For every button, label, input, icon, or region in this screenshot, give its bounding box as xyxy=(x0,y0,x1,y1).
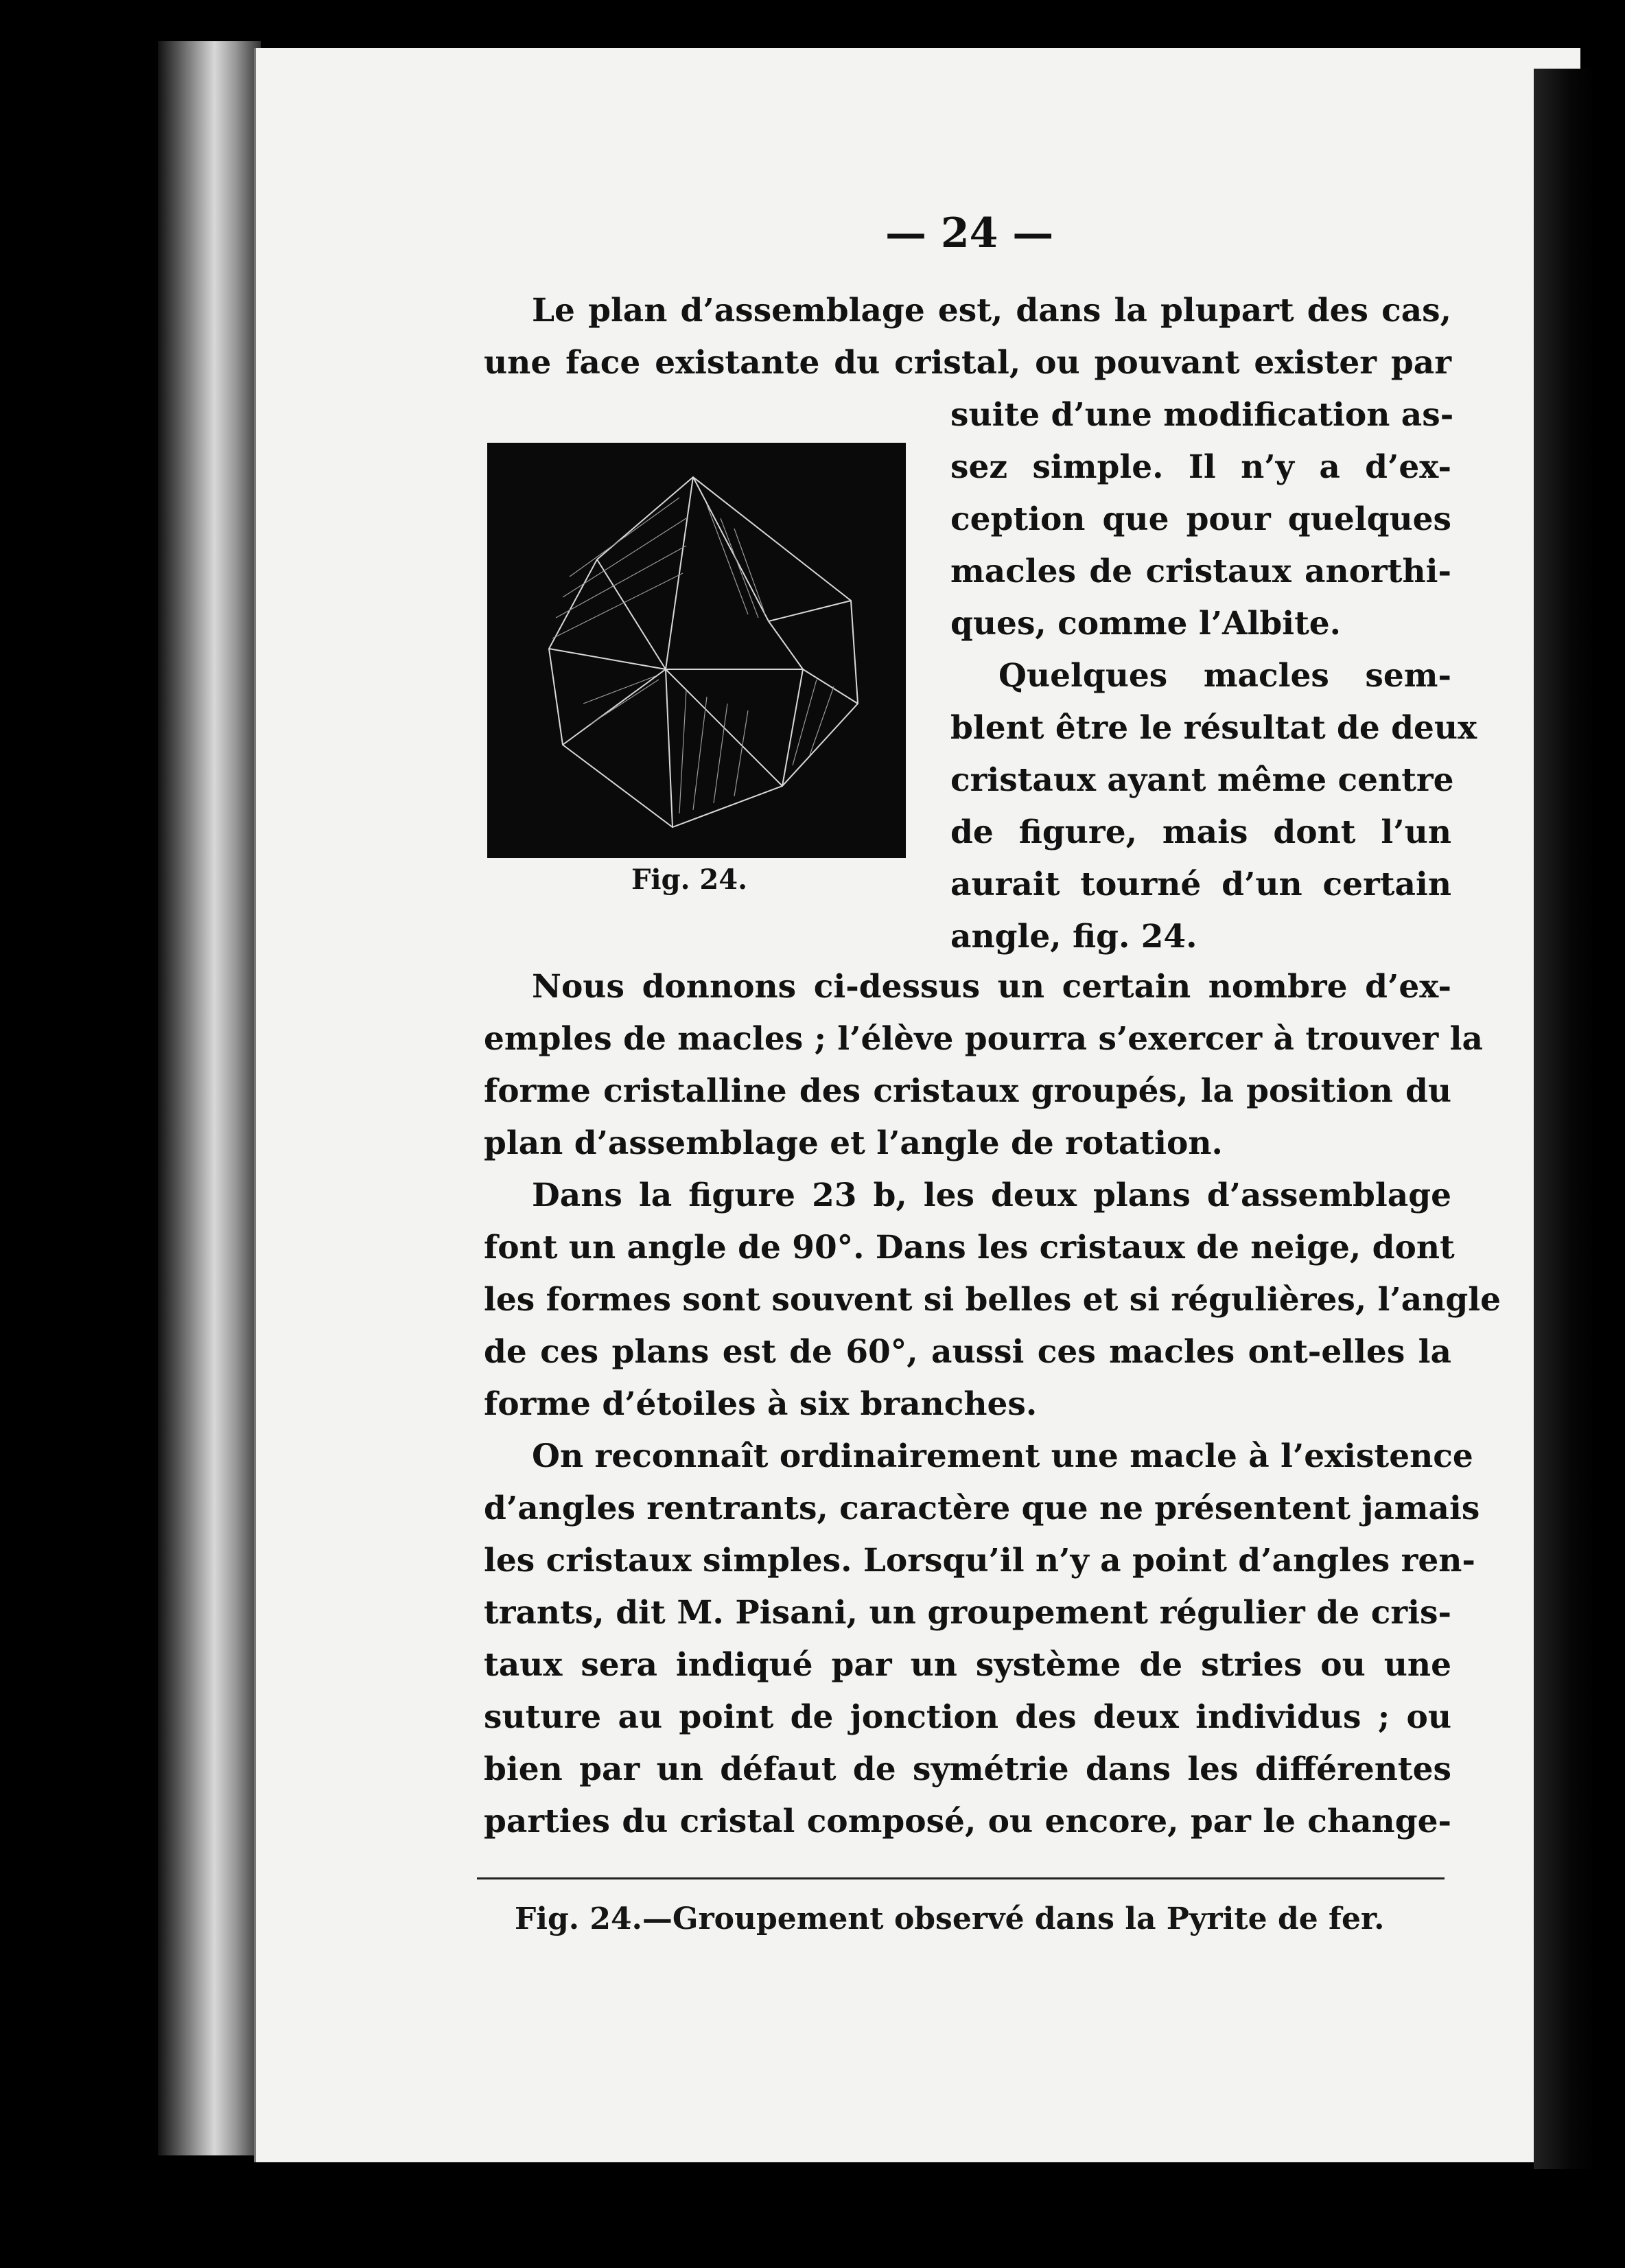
text-line: sez simple. Il n’y a d’ex- xyxy=(950,448,1451,486)
text-line: emples de macles ; l’élève pourra s’exercer à trouver la xyxy=(484,1020,1483,1058)
crystal-twin-figure xyxy=(487,443,906,858)
paragraph-side-column xyxy=(950,389,1477,963)
text-line: font un angle de 90°. Dans les cristaux de neige, dont xyxy=(484,1229,1455,1266)
pyrite-twin-drawing xyxy=(487,443,906,858)
text-line: macles de cristaux anorthi- xyxy=(950,553,1451,590)
text-line: plan d’assemblage et l’angle de rotation. xyxy=(484,1124,1223,1162)
text-line: les cristaux simples. Lorsqu’il n’y a point d’angles ren- xyxy=(484,1542,1475,1579)
text-line: angle, fig. 24. xyxy=(950,918,1197,956)
text-line: de ces plans est de 60°, aussi ces macles ont-elles la xyxy=(484,1333,1451,1371)
text-line: parties du cristal composé, ou encore, par le change- xyxy=(484,1803,1451,1840)
text-line: Nous donnons ci-dessus un certain nombre d’ex- xyxy=(532,968,1451,1006)
text-line: taux sera indiqué par un système de stries ou une xyxy=(484,1646,1451,1684)
text-line: Le plan d’assemblage est, dans la plupart des cas, xyxy=(532,292,1451,329)
page-number: — 24 — xyxy=(885,209,1054,257)
text-line: de figure, mais dont l’un xyxy=(950,813,1451,851)
text-line: forme cristalline des cristaux groupés, la position du xyxy=(484,1072,1451,1110)
figure-label: Fig. 24. xyxy=(631,864,748,896)
text-line: cristaux ayant même centre xyxy=(950,761,1454,799)
text-line: Dans la figure 23 b, les deux plans d’assemblage xyxy=(532,1177,1451,1214)
book-spine-edge xyxy=(158,41,261,2155)
text-line: blent être le résultat de deux xyxy=(950,709,1477,747)
text-line: ception que pour quelques xyxy=(950,500,1451,538)
text-line: aurait tourné d’un certain xyxy=(950,866,1451,903)
paragraph-main xyxy=(484,961,1501,1848)
text-line: bien par un défaut de symétrie dans les différentes xyxy=(484,1750,1451,1788)
text-line: ques, comme l’Albite. xyxy=(950,605,1342,643)
page-shadow-edge xyxy=(1534,69,1595,2169)
text-line: On reconnaît ordinairement une macle à l’existence xyxy=(532,1437,1473,1475)
text-line: suite d’une modification as- xyxy=(950,396,1454,434)
footnote: Fig. 24.—Groupement observé dans la Pyrite de fer. xyxy=(515,1901,1385,1936)
footnote-divider xyxy=(477,1877,1445,1879)
text-line: suture au point de jonction des deux individus ; ou xyxy=(484,1698,1451,1736)
text-line: trants, dit M. Pisani, un groupement régulier de cris- xyxy=(484,1594,1451,1632)
text-line: Quelques macles sem- xyxy=(998,657,1451,695)
text-line: les formes sont souvent si belles et si régulières, l’angle xyxy=(484,1281,1501,1319)
text-line: une face existante du cristal, ou pouvant exister par xyxy=(484,344,1451,382)
text-line: forme d’étoiles à six branches. xyxy=(484,1385,1038,1423)
text-line: d’angles rentrants, caractère que ne présentent jamais xyxy=(484,1490,1480,1527)
paragraph-1-top xyxy=(484,285,1451,389)
